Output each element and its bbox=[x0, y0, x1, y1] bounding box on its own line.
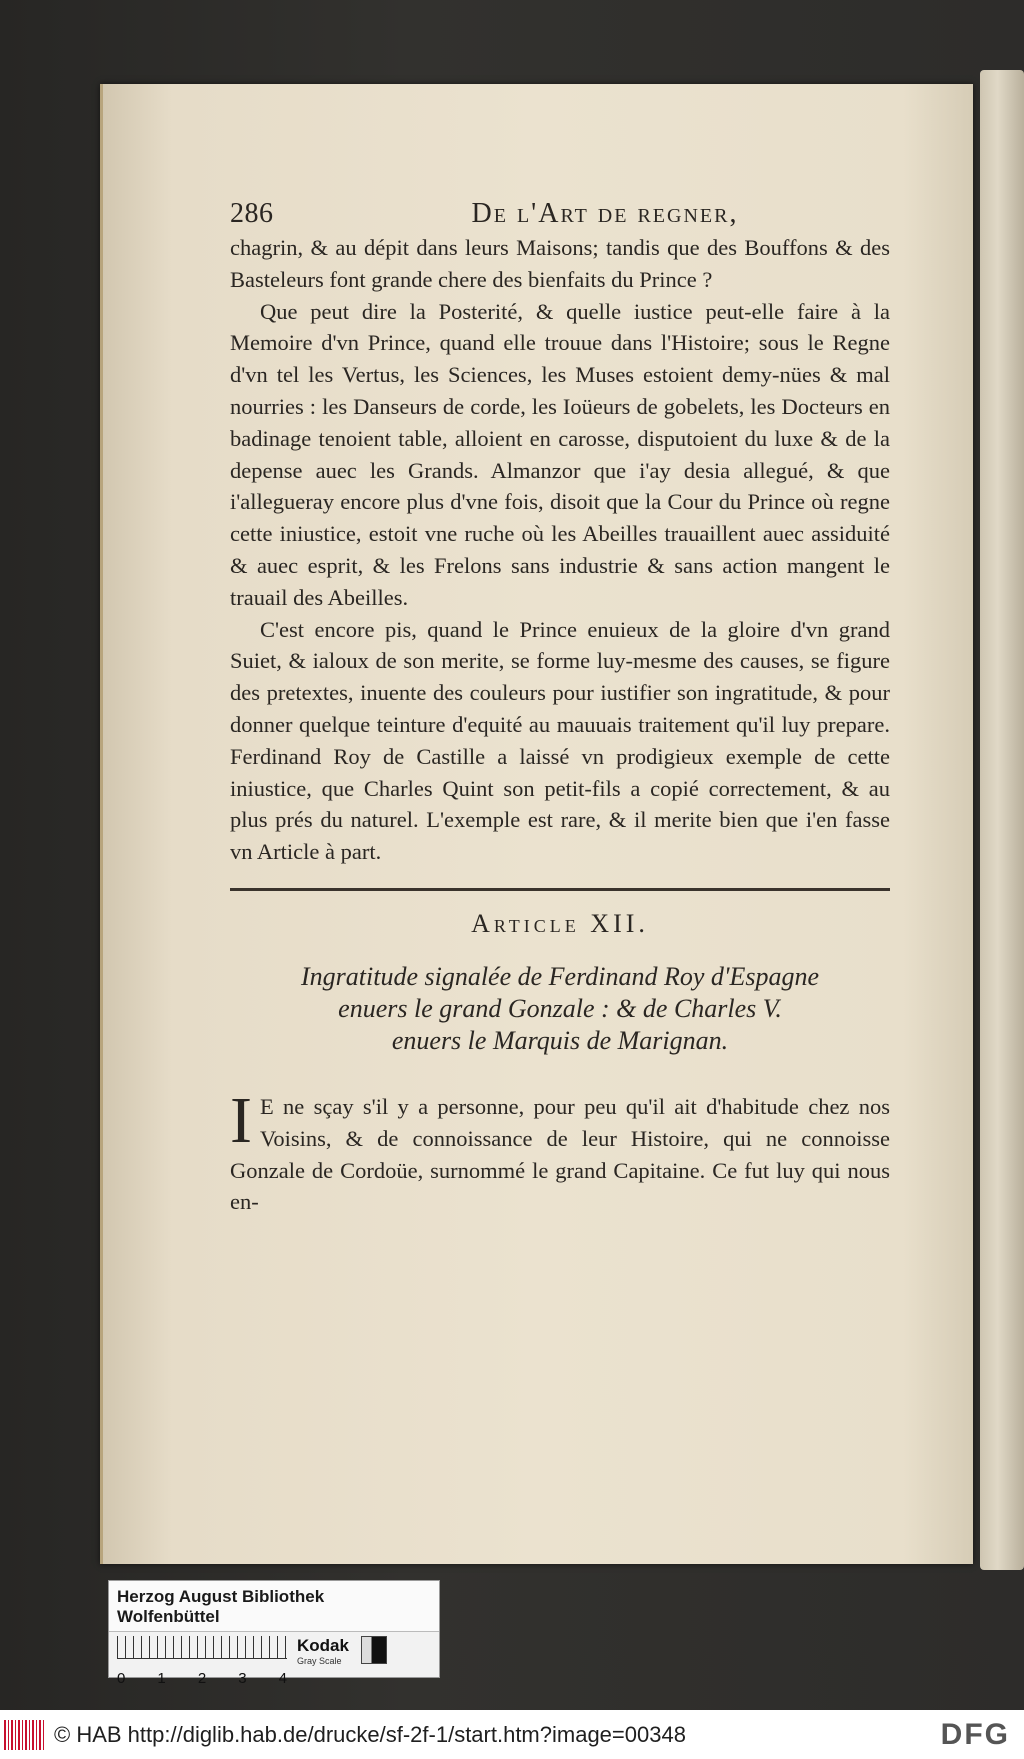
page-number: 286 bbox=[230, 198, 274, 229]
paragraph-3: C'est encore pis, quand le Prince enuieux de la gloire d'vn grand Suiet, & ialoux de son merite, se forme luy-mesme des causes, se figure des pretextes, inuente des couleurs pour iustifier son ingratitude, & pour donner quelque teinture d'equité au mauuais traitement qu'il luy prepare. Ferdinand Roy de Castille a laissé vn prodigieux exemple de cette iniustice, que Charles Quint son petit-fils a copié correctement, & au plus prés du naturel. L'exemple est rare, & il merite bien que i'en fasse vn Article à part. bbox=[230, 616, 890, 865]
footer-url[interactable]: © HAB http://diglib.hab.de/drucke/sf-2f-1/start.htm?image=00348 bbox=[54, 1721, 686, 1747]
facing-page-edge bbox=[980, 70, 1024, 1570]
ruler-number: 0 bbox=[117, 1670, 126, 1687]
ruler-number: 4 bbox=[278, 1670, 287, 1687]
article-subtitle bbox=[230, 961, 890, 1057]
drop-cap: I bbox=[230, 1083, 252, 1157]
kodak-sub: Gray Scale bbox=[297, 1656, 342, 1666]
article-subtitle-line-3: enuers le Marquis de Marignan. bbox=[391, 1025, 729, 1055]
paragraph-2: Que peut dire la Posterité, & quelle iustice peut-elle faire à la Memoire d'vn Prince, quand elle trouue dans l'Histoire; sous le Regne d'vn tel les Vertus, les Sciences, les Muses estoient demy-nües & mal nourries : les Danseurs de corde, les Ioüeurs de gobelets, les Docteurs en badinage tenoient table, alloient en carosse, disputoient du luxe & de la depense auec les Grands. Almanzor que i'ay desia allegué, & que i'allegueray encore plus d'vne fois, disoit que la Cour du Prince où regne cette iniustice, estoit vne ruche où les Abeilles trauaillent auec assiduité & auec esprit, & les Frelons sans industrie & sans action mangent le trauail des Abeilles. bbox=[230, 298, 890, 610]
ruler-number: 2 bbox=[197, 1670, 207, 1687]
barcode-icon bbox=[4, 1720, 44, 1750]
paragraph-1: chagrin, & au dépit dans leurs Maisons; tandis que des Bouffons & des Basteleurs font grande chere des bienfaits du Prince ? bbox=[230, 235, 890, 292]
article-subtitle-line-1: Ingratitude signalée de Ferdinand Roy d'Espagne bbox=[301, 961, 819, 991]
scale-row bbox=[109, 1632, 439, 1670]
institution-label: Herzog August Bibliothek Wolfenbüttel bbox=[109, 1581, 439, 1632]
ruler-ticks bbox=[117, 1636, 287, 1659]
ruler-number: 3 bbox=[238, 1670, 247, 1687]
article-subtitle-line-2: enuers le grand Gonzale : & de Charles V. bbox=[338, 993, 782, 1023]
footer-bar bbox=[0, 1710, 1024, 1759]
gray-patch bbox=[361, 1636, 387, 1664]
running-head-title: De l'Art de regner, bbox=[471, 198, 739, 229]
section-rule bbox=[230, 888, 890, 891]
running-head bbox=[230, 198, 890, 232]
article-opening bbox=[230, 1083, 890, 1218]
ruler-numbers bbox=[117, 1670, 287, 1687]
kodak-label bbox=[297, 1636, 349, 1666]
dfg-logo: DFG bbox=[940, 1717, 1010, 1751]
page-text bbox=[230, 198, 890, 1218]
article-heading: Article XII. bbox=[471, 908, 649, 938]
article-opening-text: E ne sçay s'il y a personne, pour peu qu'il ait d'habitude chez nos Voisins, & de connoissance de leur Histoire, qui ne connoisse Gonzale de Cordoüe, surnommé le grand Capitaine. Ce fut luy qui nous en- bbox=[230, 1093, 890, 1215]
kodak-brand: Kodak bbox=[297, 1636, 349, 1655]
ruler-number: 1 bbox=[157, 1670, 166, 1687]
color-scale-card bbox=[108, 1580, 440, 1687]
